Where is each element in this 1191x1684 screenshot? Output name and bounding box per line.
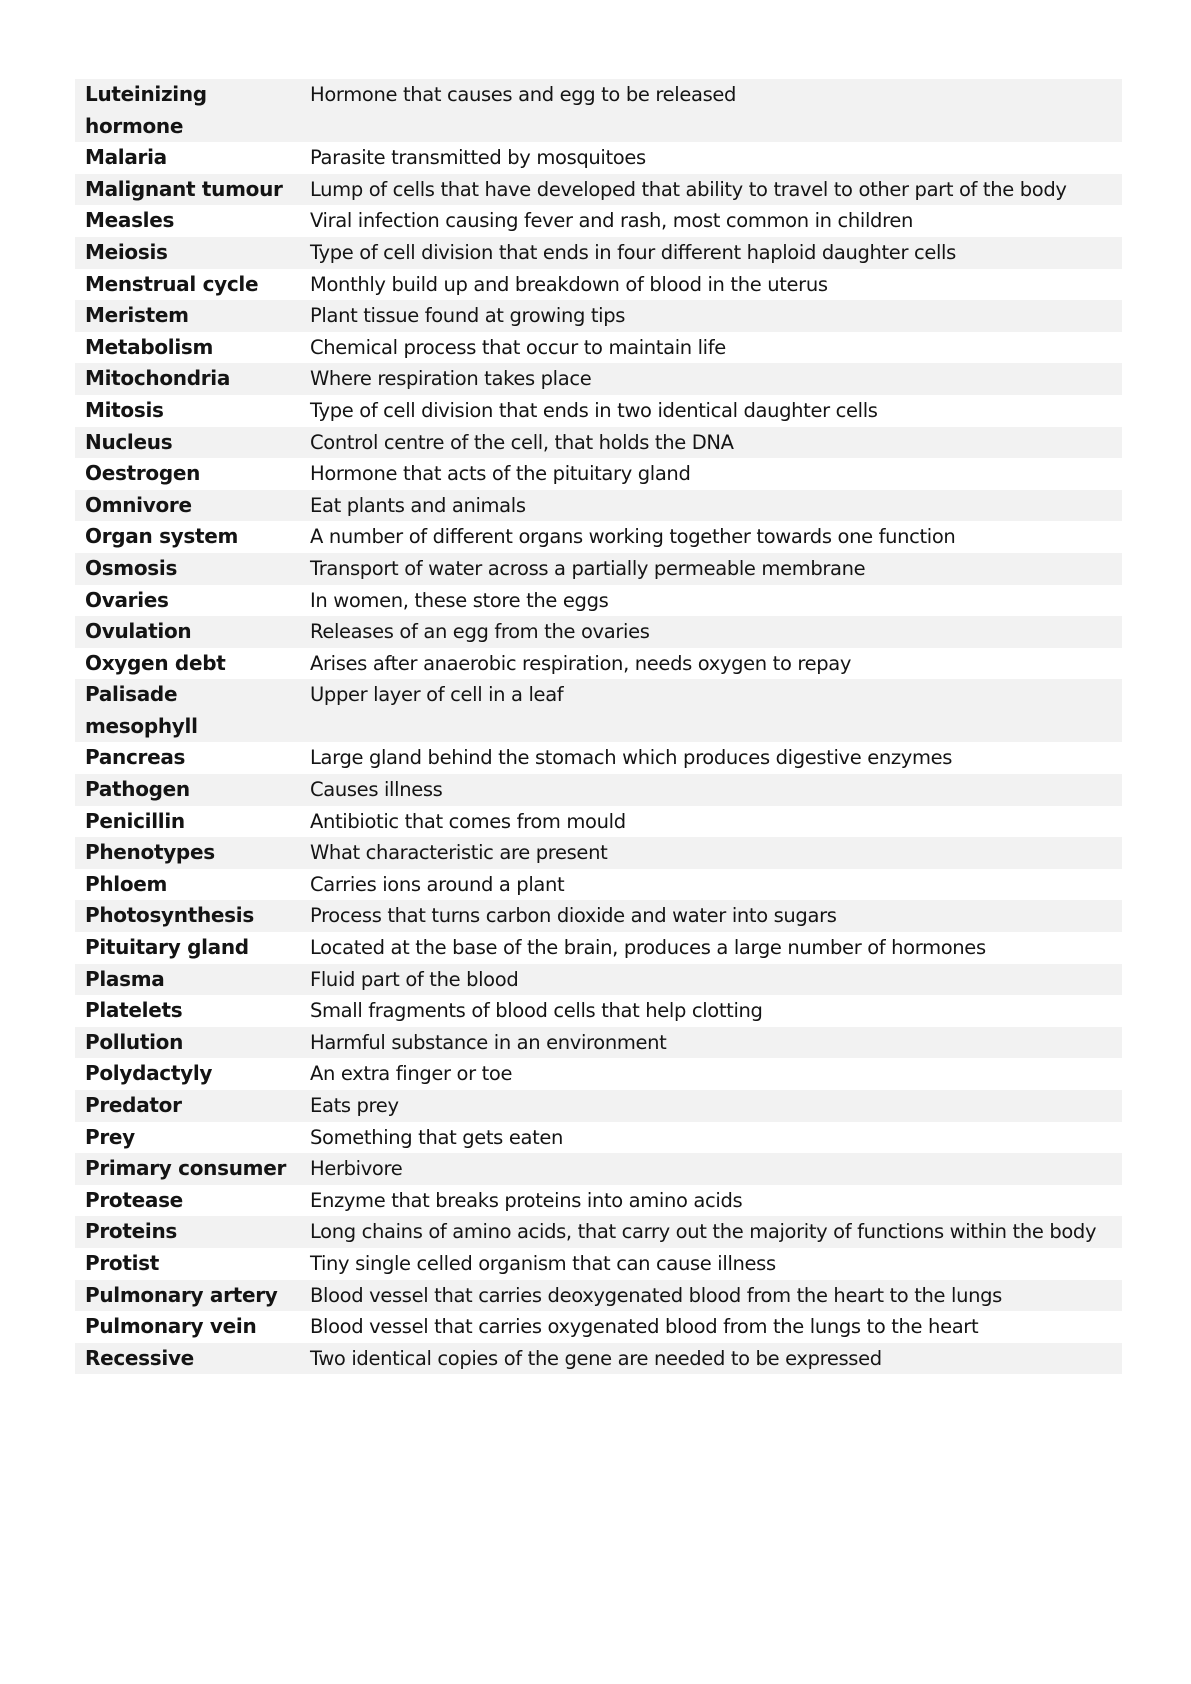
glossary-row [75, 300, 1122, 332]
glossary-row [75, 1027, 1122, 1059]
glossary-row [75, 1122, 1122, 1154]
glossary-row [75, 205, 1122, 237]
glossary-definition: Tiny single celled organism that can cause illness [300, 1248, 1122, 1280]
glossary-row [75, 363, 1122, 395]
glossary-definition: Type of cell division that ends in four different haploid daughter cells [300, 237, 1122, 269]
glossary-term: Pathogen [75, 774, 300, 806]
glossary-definition: Eats prey [300, 1090, 1122, 1122]
glossary-term: Pulmonary vein [75, 1311, 300, 1343]
glossary-term: Protease [75, 1185, 300, 1217]
glossary-row [75, 427, 1122, 459]
glossary-row [75, 869, 1122, 901]
glossary-definition: Eat plants and animals [300, 490, 1122, 522]
glossary-term: Phloem [75, 869, 300, 901]
glossary-definition: Type of cell division that ends in two identical daughter cells [300, 395, 1122, 427]
glossary-definition: Harmful substance in an environment [300, 1027, 1122, 1059]
glossary-definition: Located at the base of the brain, produces a large number of hormones [300, 932, 1122, 964]
glossary-term: Nucleus [75, 427, 300, 459]
glossary-term: Palisade mesophyll [75, 679, 300, 742]
glossary-row [75, 1248, 1122, 1280]
glossary-row [75, 553, 1122, 585]
glossary-definition: Viral infection causing fever and rash, most common in children [300, 205, 1122, 237]
glossary-definition: Lump of cells that have developed that ability to travel to other part of the body [300, 174, 1122, 206]
glossary-row [75, 1280, 1122, 1312]
glossary-row [75, 458, 1122, 490]
glossary-term: Ovulation [75, 616, 300, 648]
glossary-definition: Blood vessel that carries deoxygenated blood from the heart to the lungs [300, 1280, 1122, 1312]
glossary-term: Photosynthesis [75, 900, 300, 932]
glossary-definition: Blood vessel that carries oxygenated blood from the lungs to the heart [300, 1311, 1122, 1343]
glossary-term: Omnivore [75, 490, 300, 522]
glossary-row [75, 616, 1122, 648]
glossary-row [75, 648, 1122, 680]
glossary-term: Protist [75, 1248, 300, 1280]
glossary-definition: Plant tissue found at growing tips [300, 300, 1122, 332]
glossary-definition: Long chains of amino acids, that carry out the majority of functions within the body [300, 1216, 1122, 1248]
glossary-term: Malaria [75, 142, 300, 174]
glossary-row [75, 1311, 1122, 1343]
glossary-definition: Process that turns carbon dioxide and water into sugars [300, 900, 1122, 932]
glossary-term: Ovaries [75, 585, 300, 617]
glossary-term: Oestrogen [75, 458, 300, 490]
glossary-term: Mitosis [75, 395, 300, 427]
glossary-definition: Arises after anaerobic respiration, needs oxygen to repay [300, 648, 1122, 680]
glossary-term: Oxygen debt [75, 648, 300, 680]
glossary-row [75, 521, 1122, 553]
glossary-definition: Transport of water across a partially permeable membrane [300, 553, 1122, 585]
glossary-definition: Small fragments of blood cells that help clotting [300, 995, 1122, 1027]
glossary-term: Meristem [75, 300, 300, 332]
glossary-term: Mitochondria [75, 363, 300, 395]
glossary-row [75, 995, 1122, 1027]
glossary-definition: Where respiration takes place [300, 363, 1122, 395]
glossary-row [75, 806, 1122, 838]
glossary-definition: What characteristic are present [300, 837, 1122, 869]
glossary-definition: Antibiotic that comes from mould [300, 806, 1122, 838]
glossary-row [75, 1058, 1122, 1090]
glossary-term: Phenotypes [75, 837, 300, 869]
glossary-row [75, 395, 1122, 427]
glossary-row [75, 1090, 1122, 1122]
glossary-definition: Monthly build up and breakdown of blood in the uterus [300, 269, 1122, 301]
glossary-definition: Large gland behind the stomach which produces digestive enzymes [300, 742, 1122, 774]
glossary-term: Pituitary gland [75, 932, 300, 964]
glossary-definition: Control centre of the cell, that holds the DNA [300, 427, 1122, 459]
glossary-row [75, 237, 1122, 269]
glossary-term: Pollution [75, 1027, 300, 1059]
glossary-term: Pancreas [75, 742, 300, 774]
glossary-row [75, 900, 1122, 932]
glossary-term: Pulmonary artery [75, 1280, 300, 1312]
glossary-term: Prey [75, 1122, 300, 1154]
glossary-definition: Something that gets eaten [300, 1122, 1122, 1154]
glossary-row [75, 742, 1122, 774]
glossary-row [75, 964, 1122, 996]
glossary-definition: Chemical process that occur to maintain life [300, 332, 1122, 364]
glossary-term: Measles [75, 205, 300, 237]
glossary-row [75, 1153, 1122, 1185]
glossary-table [75, 79, 1122, 1374]
glossary-definition: Parasite transmitted by mosquitoes [300, 142, 1122, 174]
glossary-term: Primary consumer [75, 1153, 300, 1185]
glossary-row [75, 1343, 1122, 1375]
glossary-definition: Carries ions around a plant [300, 869, 1122, 901]
glossary-row [75, 490, 1122, 522]
glossary-row [75, 142, 1122, 174]
glossary-term: Organ system [75, 521, 300, 553]
glossary-row [75, 1185, 1122, 1217]
glossary-definition: A number of different organs working together towards one function [300, 521, 1122, 553]
glossary-row [75, 774, 1122, 806]
glossary-term: Meiosis [75, 237, 300, 269]
glossary-row [75, 332, 1122, 364]
glossary-row [75, 932, 1122, 964]
glossary-row [75, 174, 1122, 206]
glossary-definition: Releases of an egg from the ovaries [300, 616, 1122, 648]
glossary-term: Predator [75, 1090, 300, 1122]
glossary-row [75, 837, 1122, 869]
glossary-row [75, 585, 1122, 617]
glossary-definition: Hormone that acts of the pituitary gland [300, 458, 1122, 490]
glossary-row [75, 79, 1122, 142]
glossary-term: Malignant tumour [75, 174, 300, 206]
glossary-body [75, 79, 1122, 1374]
glossary-definition: Hormone that causes and egg to be released [300, 79, 1122, 142]
glossary-term: Osmosis [75, 553, 300, 585]
glossary-term: Luteinizing hormone [75, 79, 300, 142]
glossary-term: Menstrual cycle [75, 269, 300, 301]
glossary-term: Metabolism [75, 332, 300, 364]
glossary-definition: Causes illness [300, 774, 1122, 806]
glossary-definition: Two identical copies of the gene are needed to be expressed [300, 1343, 1122, 1375]
glossary-definition: Fluid part of the blood [300, 964, 1122, 996]
glossary-row [75, 679, 1122, 742]
glossary-term: Platelets [75, 995, 300, 1027]
glossary-term: Plasma [75, 964, 300, 996]
glossary-definition: In women, these store the eggs [300, 585, 1122, 617]
glossary-term: Polydactyly [75, 1058, 300, 1090]
glossary-definition: Enzyme that breaks proteins into amino acids [300, 1185, 1122, 1217]
glossary-definition: Herbivore [300, 1153, 1122, 1185]
glossary-definition: Upper layer of cell in a leaf [300, 679, 1122, 742]
glossary-term: Penicillin [75, 806, 300, 838]
glossary-term: Proteins [75, 1216, 300, 1248]
glossary-term: Recessive [75, 1343, 300, 1375]
glossary-row [75, 269, 1122, 301]
glossary-definition: An extra finger or toe [300, 1058, 1122, 1090]
glossary-row [75, 1216, 1122, 1248]
